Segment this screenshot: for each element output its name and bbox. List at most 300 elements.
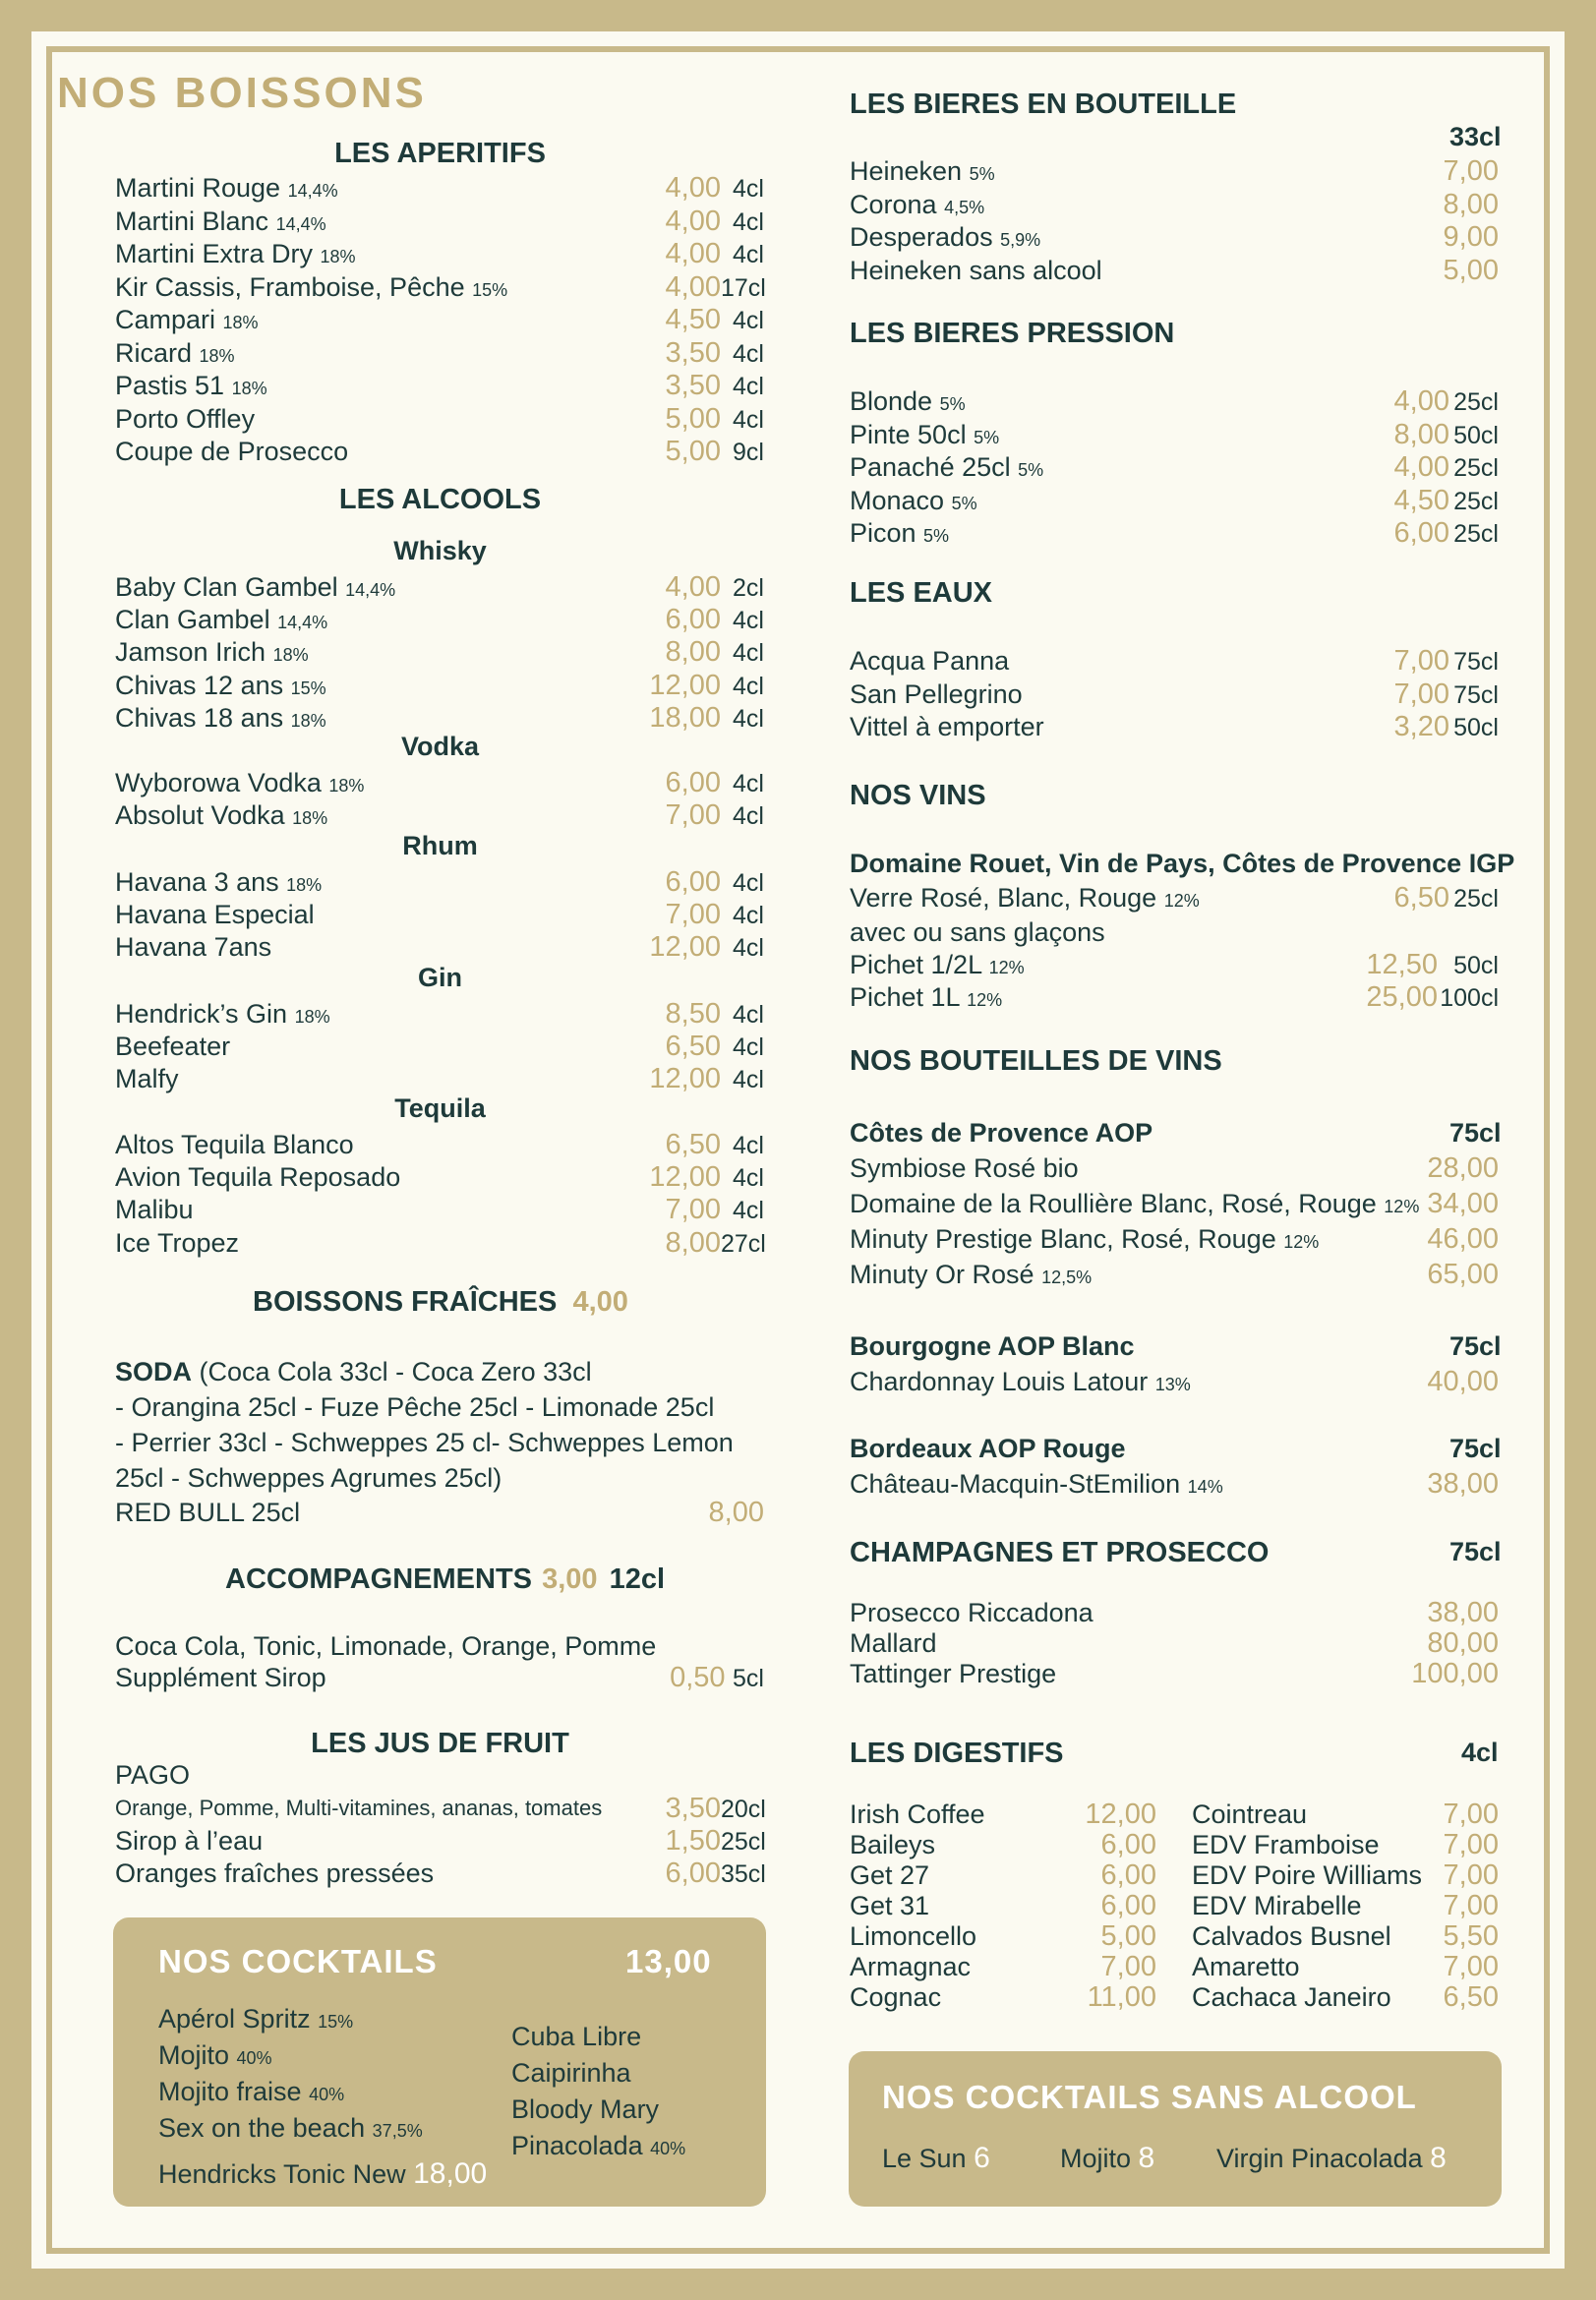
cocktail-item: Pinacolada 40% <box>511 2131 686 2160</box>
item-price-volume <box>666 1129 764 1161</box>
vins-domaine: Domaine Rouet, Vin de Pays, Côtes de Provence IGP <box>850 849 1515 878</box>
item-name: Ice Tropez <box>115 1227 240 1258</box>
item-price: 4,00 <box>665 205 721 237</box>
item-degree: 14,4% <box>345 580 396 600</box>
item-price-volume <box>649 1063 764 1095</box>
item-price: 6,50 <box>1393 882 1449 914</box>
item-price-volume <box>1427 1468 1499 1500</box>
sirop-vol: 5cl <box>733 1665 764 1692</box>
item-degree: 14,4% <box>275 213 326 234</box>
item-degree: 18% <box>272 645 309 666</box>
digestif-item <box>850 1859 1156 1891</box>
item-volume: 25cl <box>1453 885 1499 913</box>
item-price-volume <box>666 1825 764 1858</box>
item-price: 4,00 <box>665 270 721 303</box>
item-price: 7,00 <box>665 899 721 931</box>
item-price-volume <box>1394 485 1499 517</box>
item-name: Corona 4,5% <box>850 189 985 219</box>
alcool-item <box>115 604 764 635</box>
item-name: Jamson Irich 18% <box>115 637 309 668</box>
item-price: 8,00 <box>665 636 721 669</box>
sirop-row <box>115 1662 764 1693</box>
item-price: 5,50 <box>1443 1920 1499 1952</box>
item-price: 18,00 <box>649 701 721 734</box>
item-price: 6,00 <box>665 1858 721 1889</box>
item-price-volume <box>1444 1799 1499 1830</box>
item-price-volume <box>1444 1951 1499 1982</box>
soda-line-3: - Perrier 33cl - Schweppes 25 cl- Schweppes Lemon <box>115 1428 734 1457</box>
item-name: Martini Rouge 14,4% <box>115 173 338 203</box>
item-degree: 18% <box>292 808 328 829</box>
sans-alcool-price: 8 <box>1430 2142 1447 2174</box>
item-price-volume <box>1444 1829 1499 1860</box>
jus-item <box>115 1825 764 1857</box>
item-degree: 5% <box>969 164 995 184</box>
digestif-item <box>1192 1920 1499 1952</box>
item-price: 3,50 <box>665 370 721 401</box>
item-price-volume <box>1444 1920 1499 1952</box>
item-name: Amaretto <box>1192 1952 1300 1981</box>
item-price: 4,00 <box>1393 451 1449 483</box>
alcool-item <box>115 767 764 798</box>
item-name: Martini Blanc 14,4% <box>115 206 326 236</box>
item-price-volume <box>666 636 764 669</box>
cocktails-price: 13,00 <box>625 1943 712 1979</box>
sans-alcool-item: Mojito 8 <box>1060 2142 1155 2174</box>
item-price: 4,50 <box>665 304 721 335</box>
item-price-volume <box>1427 1223 1499 1255</box>
item-name: Get 27 <box>850 1860 930 1890</box>
item-price-volume <box>1444 255 1499 286</box>
item-degree: 18% <box>294 1007 330 1027</box>
soda-line-2: - Orangina 25cl - Fuze Pêche 25cl - Limonade 25cl <box>115 1392 715 1422</box>
accompagnements-vol: 12cl <box>609 1563 666 1595</box>
item-degree: 4,5% <box>944 197 985 217</box>
item-name: Acqua Panna <box>850 646 1010 676</box>
item-price: 25,00 <box>1366 981 1438 1013</box>
item-name: Havana 7ans <box>115 932 272 963</box>
item-name: Cognac <box>850 1982 942 2012</box>
item-price-volume <box>666 799 764 832</box>
item-degree: 18% <box>231 379 267 398</box>
item-price-volume <box>1444 1981 1499 2013</box>
digestif-item <box>1192 1981 1499 2013</box>
item-volume: 25cl <box>721 1828 766 1856</box>
item-price: 6,00 <box>1100 1890 1156 1921</box>
eau-item <box>850 678 1499 710</box>
item-degree: 12,5% <box>1041 1268 1093 1287</box>
redbull-price: 8,00 <box>708 1497 764 1528</box>
alcool-group-heading: Rhum <box>402 831 478 860</box>
item-price-volume <box>1101 1829 1156 1860</box>
vins-glacons <box>850 916 1499 948</box>
bieres-bouteille-vol: 33cl <box>1449 122 1502 151</box>
cocktail-degree: 40% <box>309 2085 345 2104</box>
item-name: Symbiose Rosé bio <box>850 1153 1079 1183</box>
soda-line-1 <box>115 1354 754 1389</box>
item-volume: 75cl <box>1453 680 1499 709</box>
item-name: Prosecco Riccadona <box>850 1598 1094 1627</box>
item-degree: 18% <box>286 875 323 895</box>
item-price-volume <box>666 1793 764 1825</box>
item-price: 6,50 <box>665 1031 721 1063</box>
item-name: Pinte 50cl 5% <box>850 419 1000 449</box>
item-name: Cointreau <box>1192 1799 1308 1829</box>
item-price-volume <box>666 899 764 931</box>
page-title: NOS BOISSONS <box>57 69 427 117</box>
item-price-volume <box>649 1161 764 1194</box>
item-name: Heineken 5% <box>850 156 995 186</box>
eau-item <box>850 711 1499 742</box>
item-volume: 9cl <box>733 439 764 466</box>
item-price-volume <box>1427 1188 1499 1219</box>
item-name: Orange, Pomme, Multi-vitamines, ananas, tomates <box>115 1796 603 1820</box>
item-name: Havana 3 ans 18% <box>115 867 323 897</box>
aperitif-item <box>115 337 764 369</box>
item-volume: 4cl <box>733 770 764 797</box>
item-price-volume <box>666 337 764 370</box>
alcool-item <box>115 1031 764 1062</box>
item-price: 12,50 <box>1366 949 1438 980</box>
item-name: EDV Mirabelle <box>1192 1891 1362 1920</box>
item-price-volume <box>1085 1799 1156 1830</box>
item-name: San Pellegrino <box>850 678 1023 709</box>
bieres-pression-heading: LES BIERES PRESSION <box>850 318 1175 349</box>
item-name: Chivas 12 ans 15% <box>115 670 326 700</box>
item-price: 6,00 <box>1100 1829 1156 1860</box>
item-name: Minuty Or Rosé 12,5% <box>850 1260 1093 1289</box>
item-name: Avion Tequila Reposado <box>115 1162 401 1193</box>
alcool-item <box>115 571 764 603</box>
item-price-volume <box>666 866 764 899</box>
item-name: Panaché 25cl 5% <box>850 452 1044 482</box>
item-name: Picon 5% <box>850 518 950 548</box>
item-volume: 17cl <box>721 273 766 302</box>
fraiches-price: 4,00 <box>572 1286 628 1318</box>
item-degree: 18% <box>320 247 356 266</box>
item-price: 8,00 <box>1443 188 1499 220</box>
biere-pression-item <box>850 485 1499 516</box>
item-degree: 5% <box>1018 460 1044 480</box>
aperitif-item <box>115 304 764 335</box>
digestif-item <box>850 1920 1156 1952</box>
item-price: 6,50 <box>1443 1981 1499 2013</box>
sirop-label: Supplément Sirop <box>115 1663 326 1692</box>
item-price-volume <box>649 702 764 735</box>
item-price: 7,00 <box>1100 1951 1156 1982</box>
item-price: 5,00 <box>1100 1920 1156 1952</box>
item-degree: 18% <box>290 710 326 731</box>
item-price-volume <box>1444 1859 1499 1891</box>
cocktail-degree: 40% <box>650 2139 686 2158</box>
digestif-item <box>850 1829 1156 1860</box>
item-price-volume <box>1101 1859 1156 1891</box>
item-name: Cachaca Janeiro <box>1192 1982 1391 2012</box>
accompagnements-line <box>115 1630 764 1662</box>
item-price-volume <box>666 1227 764 1260</box>
item-price-volume <box>666 238 764 270</box>
item-volume: 4cl <box>733 672 764 700</box>
soda-text <box>115 1354 754 1496</box>
item-volume: 4cl <box>733 307 764 334</box>
alcool-item <box>115 998 764 1030</box>
item-volume: 35cl <box>721 1860 766 1888</box>
item-price-volume <box>649 670 764 702</box>
alcool-item <box>115 636 764 668</box>
bouteille-item <box>850 1152 1499 1184</box>
item-price: 7,00 <box>1443 1890 1499 1921</box>
alcool-item <box>115 799 764 831</box>
item-price: 12,00 <box>1085 1799 1156 1830</box>
item-price-volume <box>1444 1890 1499 1921</box>
cocktail-item: Sex on the beach 37,5% <box>158 2113 423 2143</box>
item-volume: 4cl <box>733 1164 764 1193</box>
cocktail-item: Cuba Libre <box>511 2022 642 2051</box>
item-degree: 14% <box>1187 1477 1223 1497</box>
item-price-volume <box>1427 1152 1499 1184</box>
item-price-volume <box>666 172 764 205</box>
cocktail-degree: 37,5% <box>372 2121 423 2141</box>
item-name: Heineken sans alcool <box>850 255 1102 285</box>
item-volume: 4cl <box>733 241 764 268</box>
aperitif-item <box>115 436 764 467</box>
alcool-group-heading: Whisky <box>393 536 487 565</box>
jus-heading: LES JUS DE FRUIT <box>311 1728 569 1759</box>
cocktails-box <box>113 1917 766 2207</box>
digestif-item <box>850 1951 1156 1982</box>
alcool-item <box>115 1161 764 1193</box>
cocktail-item: Bloody Mary <box>511 2094 660 2124</box>
bouteille-section-vol: 75cl <box>1449 1331 1502 1361</box>
item-volume: 50cl <box>1453 714 1499 741</box>
item-volume: 100cl <box>1440 984 1499 1012</box>
item-price-volume <box>1394 882 1499 914</box>
item-volume: 4cl <box>733 607 764 635</box>
item-degree: 12% <box>1163 891 1200 911</box>
item-name: Porto Offley <box>115 403 256 434</box>
alcool-item <box>115 670 764 701</box>
bouteille-section-heading: Bourgogne AOP Blanc <box>850 1331 1135 1361</box>
item-degree: 18% <box>222 313 259 332</box>
soda-line-1-text: (Coca Cola 33cl - Coca Zero 33cl <box>192 1357 592 1386</box>
item-volume: 4cl <box>733 802 764 831</box>
bouteille-item <box>850 1259 1499 1290</box>
champagnes-heading: CHAMPAGNES ET PROSECCO <box>850 1537 1270 1568</box>
item-volume: 4cl <box>733 1001 764 1029</box>
item-volume: 20cl <box>721 1796 766 1823</box>
bieres-bouteille-heading: LES BIERES EN BOUTEILLE <box>850 88 1237 120</box>
item-name: Oranges fraîches pressées <box>115 1858 435 1888</box>
aperitif-item <box>115 172 764 204</box>
item-name: EDV Poire Williams <box>1192 1860 1423 1890</box>
item-price: 6,00 <box>665 604 721 636</box>
item-volume: 2cl <box>733 574 764 602</box>
cocktail-item: Apérol Spritz 15% <box>158 2004 354 2034</box>
item-price: 7,00 <box>1393 678 1449 710</box>
item-price-volume <box>1101 1920 1156 1952</box>
item-price-volume <box>1394 711 1499 743</box>
item-name: Pichet 1L 12% <box>850 982 1003 1012</box>
item-price: 11,00 <box>1087 1981 1156 2013</box>
item-price: 28,00 <box>1427 1152 1499 1184</box>
champagne-item <box>850 1658 1499 1689</box>
jus-item <box>115 1793 764 1824</box>
item-volume: 4cl <box>733 869 764 897</box>
bouteille-section-vol: 75cl <box>1449 1118 1502 1148</box>
item-volume: 4cl <box>733 902 764 930</box>
item-price-volume <box>666 206 764 238</box>
sans-alcool-item: Virgin Pinacolada 8 <box>1216 2142 1447 2174</box>
item-degree: 5% <box>974 427 1000 447</box>
item-price-volume <box>666 304 764 336</box>
item-price-volume <box>1394 517 1499 550</box>
item-price: 9,00 <box>1443 221 1499 253</box>
item-price: 12,00 <box>649 1063 721 1095</box>
digestif-item <box>1192 1829 1499 1860</box>
item-price-volume <box>1366 981 1499 1014</box>
pago-row <box>115 1759 764 1791</box>
item-price-volume <box>1101 1951 1156 1982</box>
item-name: Wyborowa Vodka 18% <box>115 768 365 797</box>
item-price: 6,00 <box>665 767 721 798</box>
item-price-volume <box>666 998 764 1031</box>
eau-item <box>850 645 1499 677</box>
item-volume: 25cl <box>1453 388 1499 416</box>
item-volume: 4cl <box>733 175 764 203</box>
item-name: Sirop à l’eau <box>115 1826 264 1856</box>
item-volume: 50cl <box>1453 421 1499 449</box>
item-volume: 4cl <box>733 1033 764 1062</box>
accompagnements-title: ACCOMPAGNEMENTS <box>225 1563 533 1595</box>
aperitif-item <box>115 370 764 401</box>
item-name: Monaco 5% <box>850 485 977 515</box>
cocktail-item: Caipirinha <box>511 2058 631 2088</box>
item-price-volume <box>1394 678 1499 711</box>
item-name: Malfy <box>115 1064 179 1094</box>
item-price-volume <box>1088 1981 1156 2013</box>
item-name: Malibu <box>115 1195 194 1225</box>
alcool-item <box>115 899 764 930</box>
eaux-heading: LES EAUX <box>850 577 993 609</box>
alcool-item <box>115 1227 764 1259</box>
bouteille-section-heading: Bordeaux AOP Rouge <box>850 1434 1126 1463</box>
item-name: Irish Coffee <box>850 1799 985 1829</box>
item-price-volume <box>666 767 764 799</box>
item-degree: 14,4% <box>277 613 328 633</box>
item-volume: 27cl <box>721 1229 766 1258</box>
item-price-volume <box>1394 645 1499 678</box>
item-price-volume <box>666 403 764 436</box>
item-degree: 18% <box>328 776 365 796</box>
item-degree: 12% <box>1384 1197 1420 1216</box>
item-name: Limoncello <box>850 1921 977 1951</box>
item-degree: 15% <box>290 678 326 698</box>
item-name: Havana Especial <box>115 900 315 930</box>
item-price: 4,00 <box>665 172 721 204</box>
item-price: 38,00 <box>1427 1597 1499 1628</box>
item-price-volume <box>666 436 764 468</box>
biere-bouteille-item <box>850 155 1499 187</box>
item-name: Calvados Busnel <box>1192 1921 1391 1951</box>
item-volume: 75cl <box>1453 648 1499 676</box>
biere-pression-item <box>850 385 1499 417</box>
soda-line-4: 25cl - Schweppes Agrumes 25cl) <box>115 1463 502 1493</box>
item-name: Beefeater <box>115 1032 231 1062</box>
item-price: 8,00 <box>1393 418 1449 450</box>
item-name: Clan Gambel 14,4% <box>115 605 328 635</box>
item-name: Château-Macquin-StEmilion 14% <box>850 1469 1223 1499</box>
item-price-volume <box>1394 385 1499 418</box>
bouteille-section-heading: Côtes de Provence AOP <box>850 1118 1153 1148</box>
item-name: Baby Clan Gambel 14,4% <box>115 572 396 602</box>
bouteille-section-vol: 75cl <box>1449 1434 1502 1463</box>
item-price: 7,00 <box>1393 645 1449 677</box>
digestif-item <box>1192 1890 1499 1921</box>
alcool-group-heading: Tequila <box>394 1093 486 1123</box>
item-volume: 4cl <box>733 207 764 236</box>
bouteille-item <box>850 1188 1499 1219</box>
item-price: 5,00 <box>1443 254 1499 286</box>
item-price-volume <box>666 571 764 604</box>
alcool-item <box>115 1063 764 1094</box>
item-price: 4,00 <box>665 238 721 269</box>
item-price: 40,00 <box>1427 1366 1499 1397</box>
item-degree: 14,4% <box>287 181 338 201</box>
item-price-volume <box>1427 1627 1499 1659</box>
item-name: Campari 18% <box>115 305 259 334</box>
vins-glacons-text: avec ou sans glaçons <box>850 917 1105 947</box>
item-price: 7,00 <box>665 799 721 832</box>
item-price: 65,00 <box>1427 1259 1499 1290</box>
bouteilles-heading: NOS BOUTEILLES DE VINS <box>850 1045 1222 1077</box>
cocktail-item: Mojito fraise 40% <box>158 2077 345 2106</box>
item-volume: 4cl <box>733 405 764 434</box>
vin-verre-item <box>850 882 1499 914</box>
item-price-volume <box>666 370 764 402</box>
digestifs-heading: LES DIGESTIFS <box>850 1738 1064 1769</box>
item-price: 3,20 <box>1393 711 1449 742</box>
item-name: Verre Rosé, Blanc, Rouge 12% <box>850 883 1200 913</box>
item-degree: 13% <box>1154 1375 1191 1394</box>
item-degree: 12% <box>1283 1232 1320 1252</box>
aperitif-item <box>115 206 764 237</box>
item-price: 38,00 <box>1427 1468 1499 1500</box>
digestifs-vol: 4cl <box>1461 1738 1499 1767</box>
item-price: 5,00 <box>665 436 721 467</box>
item-volume: 25cl <box>1453 487 1499 515</box>
item-degree: 18% <box>199 345 235 366</box>
bouteille-item <box>850 1223 1499 1255</box>
cocktail-item: Mojito 40% <box>158 2040 272 2070</box>
alcool-group-heading: Gin <box>418 963 462 992</box>
hendricks-price: 18,00 <box>413 2157 488 2190</box>
bouteille-item <box>850 1468 1499 1500</box>
item-volume: 4cl <box>733 1066 764 1094</box>
sirop-price: 0,50 <box>670 1662 726 1693</box>
champagnes-vol: 75cl <box>1449 1537 1502 1566</box>
item-degree: 5,9% <box>1000 230 1041 250</box>
item-degree: 5% <box>951 493 977 513</box>
item-price: 8,00 <box>665 1226 721 1259</box>
item-price: 4,00 <box>665 571 721 603</box>
hendricks-line <box>158 2157 487 2191</box>
item-name: Baileys <box>850 1830 936 1859</box>
item-price: 7,00 <box>1443 1799 1499 1830</box>
item-name: Desperados 5,9% <box>850 222 1041 252</box>
item-name: Vittel à emporter <box>850 712 1044 741</box>
item-price-volume <box>1427 1597 1499 1628</box>
item-price: 5,00 <box>665 402 721 435</box>
